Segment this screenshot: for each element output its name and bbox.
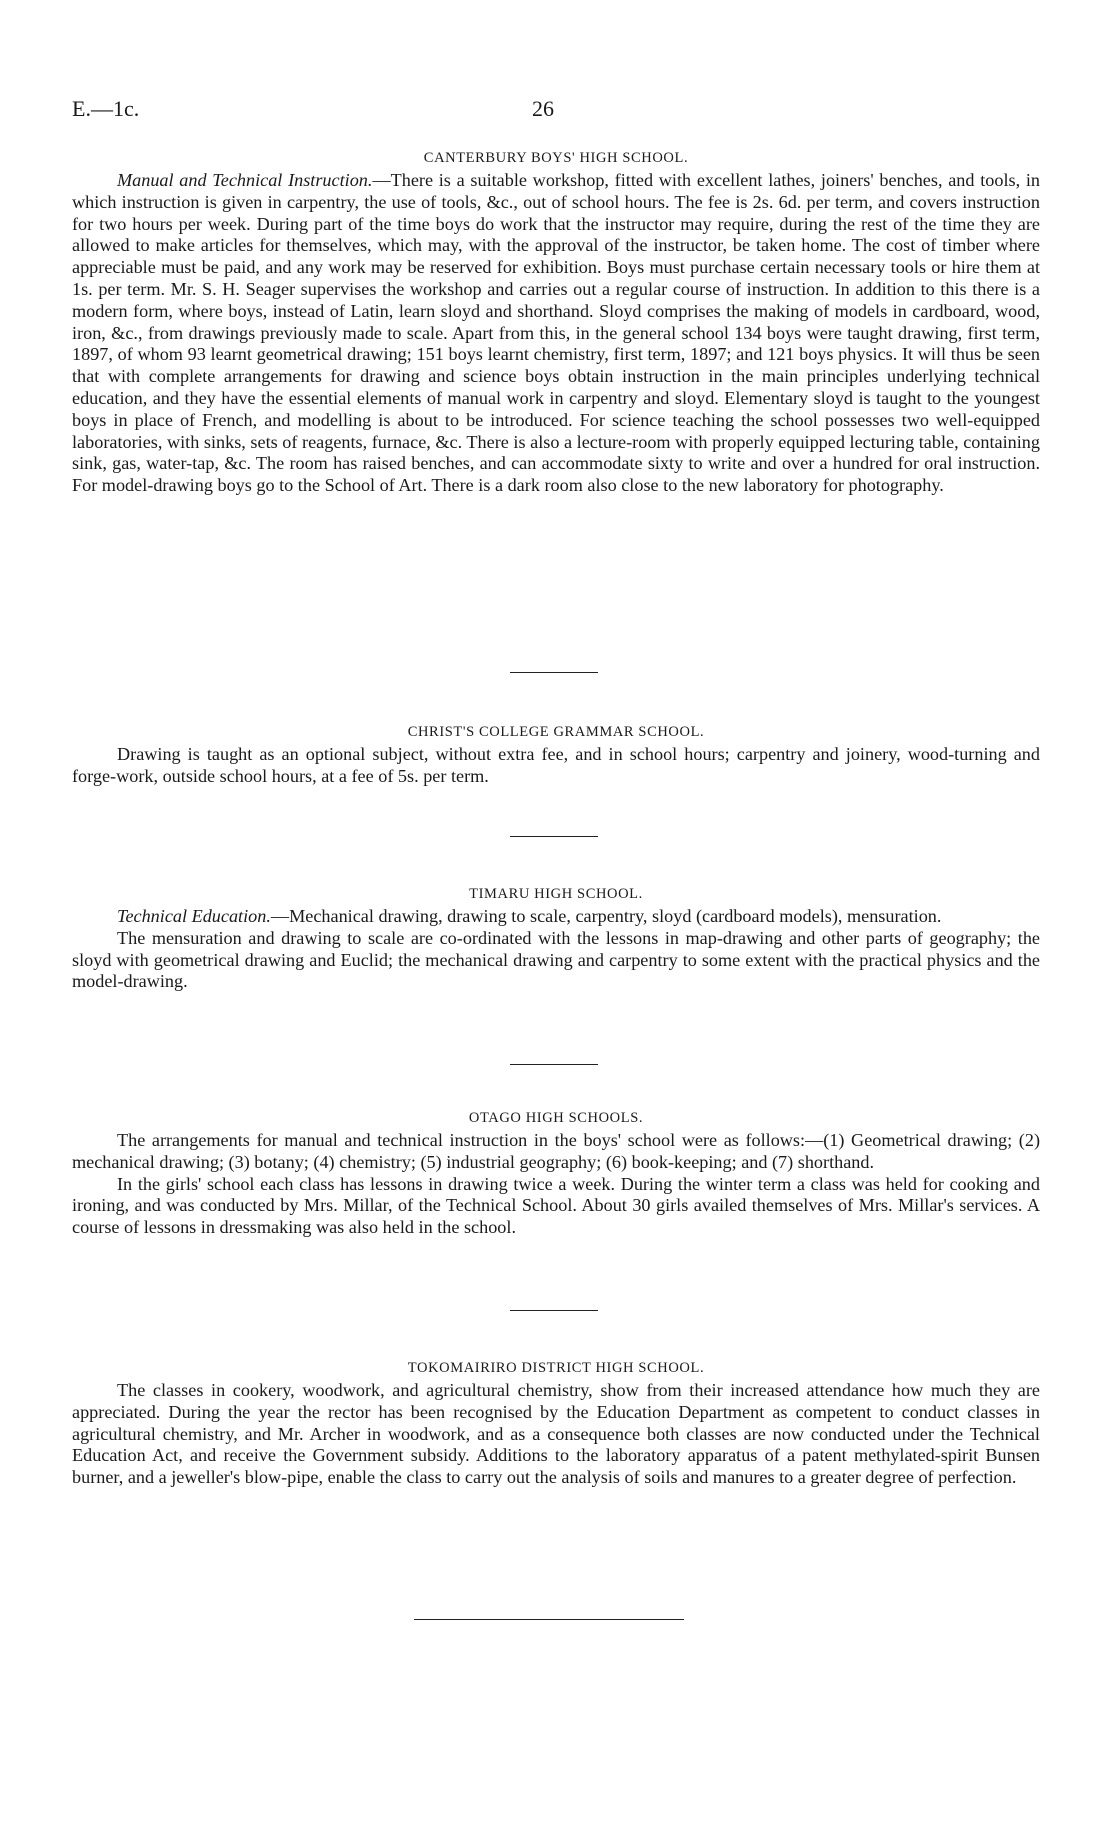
page-number: 26 xyxy=(532,96,554,121)
section-divider xyxy=(510,1310,598,1311)
section-paragraph xyxy=(72,170,1040,497)
lead-phrase: Technical Education. xyxy=(117,906,271,926)
paragraph-text: —There is a suitable workshop, fitted with excellent lathes, joiners' benches, and tools, in which instruction is given in carpentry, the use of tools, &c., out of school hours. The fee is 2s. 6d. per term, and covers instruction for two hours per week. During part of the time boys do work that the instructor may require, during the rest of the time they are allowed to make articles for themselves, which may, with the approval of the instructor, be taken home. The cost of timber where appreciable must be paid, and any work may be reserved for exhibition. Boys must purchase certain necessary tools or hire them at 1s. per term. Mr. S. H. Seager supervises the workshop and carries out a regular course of instruction. In addition to this there is a modern form, where boys, instead of Latin, learn sloyd and shorthand. Sloyd comprises the making of models in cardboard, wood, iron, &c., from drawings previously made to scale. Apart from this, in the general school 134 boys were taught drawing, first term, 1897, of whom 93 learnt geometrical drawing; 151 boys learnt chemistry, first term, 1897; and 121 boys physics. It will thus be seen that with complete arrangements for drawing and science boys obtain instruction in the main principles underlying technical education, and they have the essential elements of manual work in carpentry and sloyd. Elementary sloyd is taught to the youngest boys in place of French, and modelling is about to be introduced. For science teaching the school possesses two well-equipped laboratories, with sinks, sets of reagents, furnace, &c. There is also a lecture-room with properly equipped lecturing table, containing sink, gas, water-tap, &c. The room has raised benches, and can accommodate sixty to write and over a hundred for oral instruction. For model-drawing boys go to the School of Art. There is a dark room also close to the new laboratory for photography. xyxy=(72,170,1040,496)
section-divider xyxy=(510,836,598,837)
section-timaru xyxy=(72,884,1040,993)
section-paragraph xyxy=(72,906,1040,928)
end-rule xyxy=(414,1619,684,1620)
section-otago xyxy=(72,1108,1040,1239)
section-divider xyxy=(510,672,598,673)
section-christs-college xyxy=(72,722,1040,788)
paragraph-text: In the girls' school each class has lessons in drawing twice a week. During the winter term a class was held for cooking and ironing, and was conducted by Mrs. Millar, of the Technical School. About 30 girls availed themselves of Mrs. Millar's services. A course of lessons in dressmaking was also held in the school. xyxy=(72,1173,1040,1238)
paragraph-text: The mensuration and drawing to scale are co-ordinated with the lessons in map-drawing and other parts of geography; the sloyd with geometrical drawing and Euclid; the mechanical drawing and carpentry to some extent with the practical physics and the model-drawing. xyxy=(72,927,1040,992)
section-tokomairiro xyxy=(72,1358,1040,1489)
page-header xyxy=(72,96,1040,126)
lead-phrase: Manual and Technical Instruction. xyxy=(117,170,373,190)
paragraph-text: The arrangements for manual and technical instruction in the boys' school were as follows:—(1) Geometrical drawing; (2) mechanical drawing; (3) botany; (4) chemistry; (5) industrial geography; (6) book-keeping; and (7) shorthand. xyxy=(72,1130,1040,1172)
section-heading: CANTERBURY BOYS' HIGH SCHOOL. xyxy=(423,150,689,166)
section-canterbury xyxy=(72,148,1040,497)
paragraph-text: Drawing is taught as an optional subject, without extra fee, and in school hours; carpentry and joinery, wood-turning and forge-work, outside school hours, at a fee of 5s. per term. xyxy=(72,744,1040,786)
paragraph-text: —Mechanical drawing, drawing to scale, carpentry, sloyd (cardboard models), mensuration. xyxy=(270,906,942,926)
section-heading: TOKOMAIRIRO DISTRICT HIGH SCHOOL. xyxy=(407,1360,705,1376)
section-divider xyxy=(510,1064,598,1065)
series-code: E.—1c. xyxy=(72,96,140,121)
section-heading: OTAGO HIGH SCHOOLS. xyxy=(468,1110,644,1126)
paragraph-text: The classes in cookery, woodwork, and agricultural chemistry, show from their increased attendance how much they are appreciated. During the year the rector has been recognised by the Education Department as competent to conduct classes in agricultural chemistry, and Mr. Archer in woodwork, and as a consequence both classes are now conducted under the Technical Education Act, and receive the Government subsidy. Additions to the laboratory apparatus of a patent methylated-spirit Bunsen burner, and a jeweller's blow-pipe, enable the class to carry out the analysis of soils and manures to a greater degree of perfection. xyxy=(72,1380,1040,1488)
section-heading: CHRIST'S COLLEGE GRAMMAR SCHOOL. xyxy=(407,724,705,740)
section-heading: TIMARU HIGH SCHOOL. xyxy=(469,886,643,902)
